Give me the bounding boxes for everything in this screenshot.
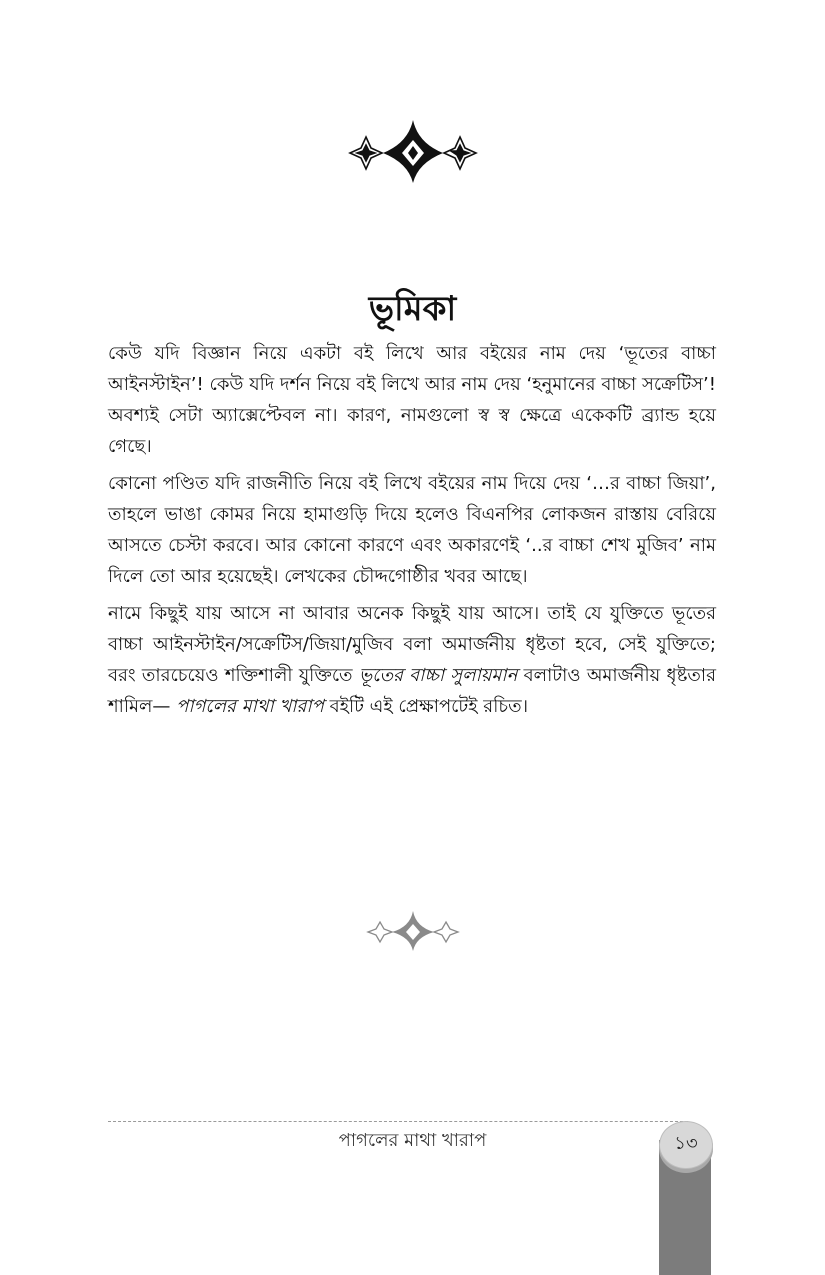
paragraph-3 [108,598,716,722]
book-title-italic: পাগলের মাথা খারাপ [176,696,324,717]
book-reference-italic: ভূতের বাচ্চা সুলায়মান [358,665,518,686]
paragraph-3-text-b: বলাটাও অমার্জনীয় ধৃষ্টতার শামিল— [108,665,717,717]
chapter-body [108,338,716,728]
paragraph-1-text: কেউ যদি বিজ্ঞান নিয়ে একটা বই লিখে আর বইয়ের নাম দেয় ‘ভূতের বাচ্চা আইনস্টাইন’! কেউ যদি দর্শন নিয়ে বই লিখে আর নাম দেয় ‘হনুমানের বাচ্চা সক্রেটিস’! অবশ্যই সেটা অ্যাক্সেপ্টেবল না। কারণ, নামগুলো স্ব স্ব ক্ষেত্রে একেকটি ব্র্যান্ড হয়ে গেছে। [108,343,716,457]
top-diamond-ornament-icon [0,115,825,185]
footer-divider [108,1121,688,1122]
paragraph-1 [108,338,716,462]
bottom-diamond-ornament-icon [0,905,825,955]
footer-book-title: পাগলের মাথা খারাপ [338,1130,487,1151]
page-number: ১৩ [659,1121,713,1169]
paragraph-2 [108,468,716,592]
paragraph-3-text-c: বইটি এই প্রেক্ষাপটেই রচিত। [323,696,529,717]
chapter-title: ভূমিকা [368,288,457,329]
paragraph-3-text-a: নামে কিছুই যায় আসে না আবার অনেক কিছুই যায় আসে। তাই যে যুক্তিতে ভূতের বাচ্চা আইনস্টাইন/সক্রেটিস/জিয়া/মুজিব বলা অমার্জনীয় ধৃষ্টতা হবে, সেই যুক্তিতে; বরং তারচেয়েও শক্তিশালী যুক্তিতে [108,603,716,686]
paragraph-2-text: কোনো পণ্ডিত যদি রাজনীতি নিয়ে বই লিখে বইয়ের নাম দিয়ে দেয় ‘…র বাচ্চা জিয়া’, তাহলে ভাঙা কোমর নিয়ে হামাগুড়ি দিয়ে হলেও বিএনপির লোকজন রাস্তায় বেরিয়ে আসতে চেস্টা করবে। আর কোনো কারণে এবং অকারণেই ‘..র বাচ্চা শেখ মুজিব’ নাম দিলে তো আর হয়েছেই। লেখকের চৌদ্দগোষ্ঠীর খবর আছে। [108,473,716,587]
